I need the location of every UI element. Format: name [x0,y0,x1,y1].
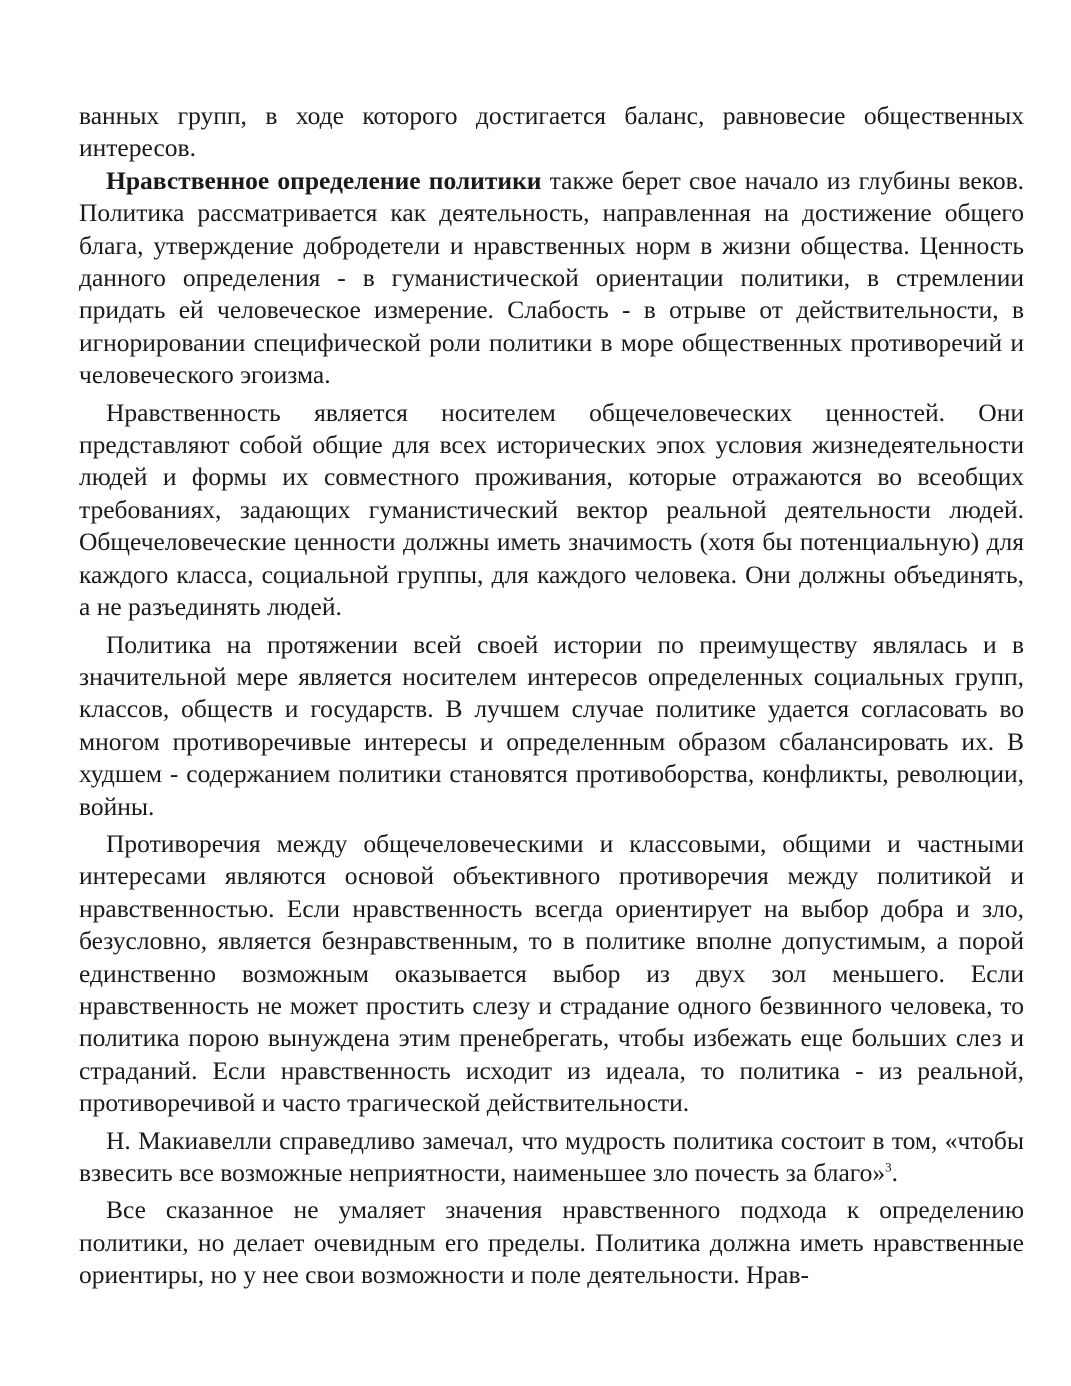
document-page [79,100,1024,1292]
paragraph-continuation: ванных групп, в ходе которого достигается баланс, равновесие общественных интересов. [79,101,1024,163]
paragraph-text: также берет свое начало из глубины веков. Политика рассматривается как деятельность, направленная на достижение общего блага, утверждение добродетели и нравственных норм в жизни общества. Ценность данного определения - в гуманистической ориентации политики, в стремлении придать ей человеческое измерение. Слабость - в отрыве от действительности, в игнорировании специфической роли политики в море общественных противоречий и человеческого эгоизма. [79,165,1024,390]
paragraph-text: Н. Макиавелли справедливо замечал, что мудрость политика состоит в том, «чтобы взвесить все возможные неприятности, наименьшее зло почесть за благо» [79,1125,1024,1187]
paragraph-politics-interests: Политика на протяжении всей своей истории по преимуществу являлась и в значительной мере является носителем интересов определенных социальных групп, классов, обществ и государств. В лучшем случае политике удается согласовать во многом противоречивые интересы и определенным образом сбалансировать их. В худшем - содержанием политики становятся противоборства, конфликты, революции, войны. [79,629,1024,821]
paragraph-morality-values: Нравственность является носителем общечеловеческих ценностей. Они представляют собой общие для всех исторических эпох условия жизнедеятельности людей и формы их совместного проживания, которые отражаются во всеобщих требованиях, задающих гуманистический вектор реальной деятельности людей. Общечеловеческие ценности должны иметь значимость (хотя бы потенциальную) для каждого класса, социальной группы, для каждого человека. Они должны объединять, а не разъединять людей. [79,397,1024,622]
bold-term: Нравственное определение политики [106,165,542,195]
paragraph-conclusion: Все сказанное не умаляет значения нравственного подхода к определению политики, но делает очевидным его пределы. Политика должна иметь нравственные ориентиры, но у нее свои возможности и поле деятельности. Нрав- [79,1195,1024,1290]
paragraph-moral-definition [79,165,1024,392]
footnote-marker: 3 [885,1159,892,1175]
paragraph-period: . [891,1158,898,1187]
paragraph-machiavelli [79,1125,1024,1190]
paragraph-contradictions: Противоречия между общечеловеческими и классовыми, общими и частными интересами являются основой объективного противоречия между политикой и нравственностью. Если нравственность всегда ориентирует на выбор добра и зло, безусловно, является безнравственным, то в политике вполне допустимым, а порой единственно возможным оказывается выбор из двух зол меньшего. Если нравственность не может простить слезу и страдание одного безвинного человека, то политика порою вынуждена этим пренебрегать, чтобы избежать еще больших слез и страданий. Если нравственность исходит из идеала, то политика - из реальной, противоречивой и часто трагической действительности. [79,828,1024,1118]
